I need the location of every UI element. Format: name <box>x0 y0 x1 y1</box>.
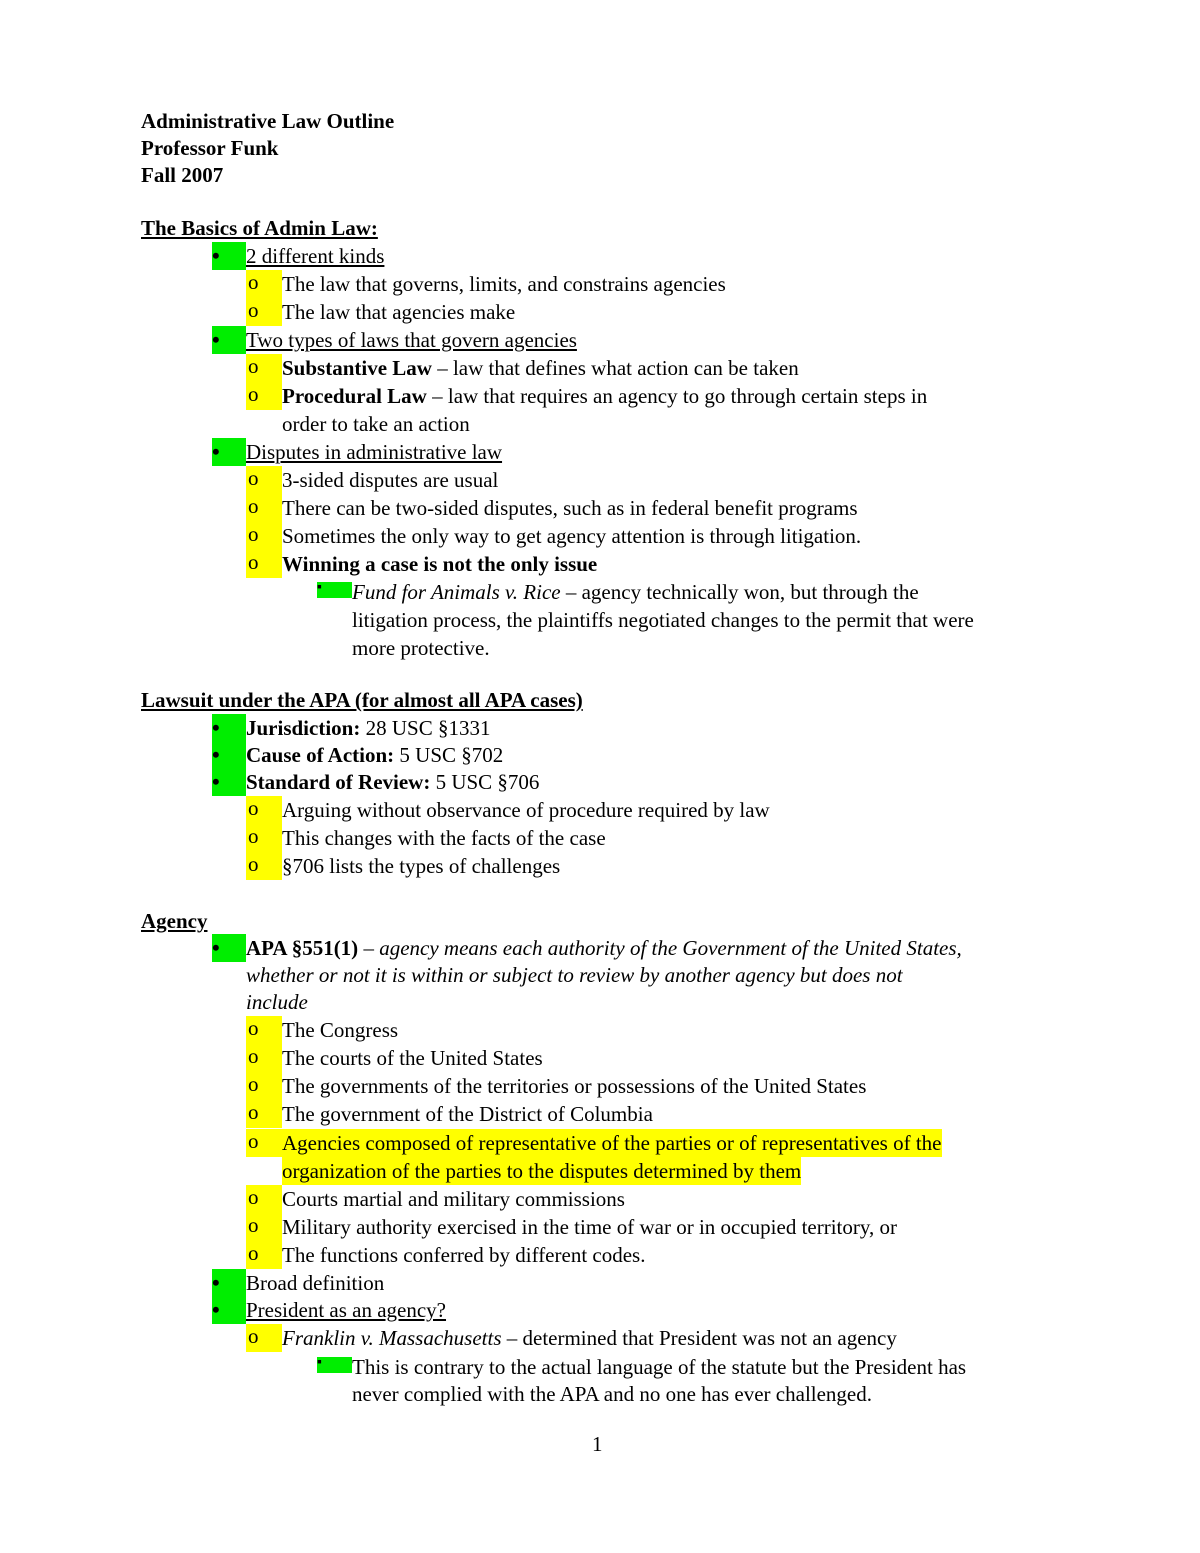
list-item-text-highlighted: Agencies composed of representative of the parties or of representatives of the <box>282 1131 942 1155</box>
list-item-text <box>246 768 539 796</box>
sub-bullet-icon <box>246 1072 282 1100</box>
term-label: APA §551(1) <box>246 936 359 960</box>
sub-bullet-icon <box>246 796 282 824</box>
list-item-text: Two types of laws that govern agencies <box>246 328 577 352</box>
list-item-continuation: more protective. <box>352 636 490 660</box>
list-item-continuation: litigation process, the plaintiffs negotiated changes to the permit that were <box>352 608 974 632</box>
term-label: Standard of Review: <box>246 770 431 794</box>
term-label: Procedural Law <box>282 384 427 408</box>
term-definition: 5 USC §702 <box>394 743 504 767</box>
sub-bullet-icon <box>246 494 282 522</box>
bullet-icon <box>212 1296 246 1324</box>
list-item-continuation: include <box>246 990 308 1014</box>
list-item-text <box>352 578 919 606</box>
term-label: Jurisdiction: <box>246 716 361 740</box>
bullet-icon <box>212 1269 246 1297</box>
bullet-icon <box>212 741 246 769</box>
list-item-text: The governments of the territories or possessions of the United States <box>282 1074 867 1098</box>
list-item-continuation: never complied with the APA and no one has ever challenged. <box>352 1382 873 1406</box>
sub-bullet-icon <box>246 1100 282 1128</box>
sub-bullet-icon <box>246 466 282 494</box>
page-number: 1 <box>592 1432 603 1456</box>
sub-bullet-icon <box>246 1185 282 1213</box>
list-item-text: The law that governs, limits, and constrains agencies <box>282 272 726 296</box>
sub-bullet-icon <box>246 354 282 382</box>
term: Fall 2007 <box>141 163 224 187</box>
sub-bullet-icon <box>246 852 282 880</box>
term-definition: – agency means each authority of the Government of the United States, <box>358 936 962 960</box>
term-definition: 28 USC §1331 <box>360 716 491 740</box>
list-item-text <box>246 934 962 962</box>
sub-bullet-icon <box>246 824 282 852</box>
document-header <box>141 108 394 189</box>
professor-name: Professor Funk <box>141 136 279 160</box>
list-item-text: The functions conferred by different codes. <box>282 1243 646 1267</box>
sub-bullet-icon <box>246 1016 282 1044</box>
bullet-icon <box>212 714 246 742</box>
sub-bullet-icon <box>246 1324 282 1352</box>
case-description: – determined that President was not an agency <box>501 1326 897 1350</box>
case-description: – agency technically won, but through the <box>560 580 919 604</box>
section-title-lawsuit: Lawsuit under the APA (for almost all APA cases) <box>141 688 583 712</box>
sub-bullet-icon <box>246 550 282 578</box>
list-item-text: Courts martial and military commissions <box>282 1187 625 1211</box>
sub-bullet-icon <box>246 382 282 410</box>
list-item-text: The courts of the United States <box>282 1046 543 1070</box>
list-item-text: 2 different kinds <box>246 244 385 268</box>
sub-bullet-icon <box>246 1213 282 1241</box>
section-title-basics: The Basics of Admin Law: <box>141 216 378 240</box>
bullet-icon <box>212 242 246 270</box>
term-definition: 5 USC §706 <box>430 770 540 794</box>
square-bullet-icon <box>317 582 352 598</box>
sub-bullet-icon <box>246 1129 282 1157</box>
list-item-continuation-highlighted: organization of the parties to the disputes determined by them <box>282 1159 802 1183</box>
list-item-text <box>282 382 927 410</box>
list-item-text: President as an agency? <box>246 1298 447 1322</box>
list-item-text <box>246 714 490 742</box>
term-label: Cause of Action: <box>246 743 395 767</box>
list-item-text <box>246 741 503 769</box>
list-item-text: Sometimes the only way to get agency attention is through litigation. <box>282 524 862 548</box>
term-definition: – law that defines what action can be taken <box>431 356 799 380</box>
sub-bullet-icon <box>246 270 282 298</box>
sub-bullet-icon <box>246 522 282 550</box>
list-item-text: Arguing without observance of procedure required by law <box>282 798 770 822</box>
bullet-icon <box>212 438 246 466</box>
list-item-text <box>282 1324 897 1352</box>
list-item-text: This changes with the facts of the case <box>282 826 606 850</box>
list-item-text: §706 lists the types of challenges <box>282 854 561 878</box>
case-name: Franklin v. Massachusetts <box>282 1326 502 1350</box>
list-item-text: There can be two-sided disputes, such as in federal benefit programs <box>282 496 858 520</box>
square-bullet-icon <box>317 1357 352 1373</box>
term-definition: – law that requires an agency to go through certain steps in <box>426 384 928 408</box>
case-name: Fund for Animals v. Rice <box>352 580 561 604</box>
list-item-text: Military authority exercised in the time of war or in occupied territory, or <box>282 1215 898 1239</box>
list-item-text: The law that agencies make <box>282 300 516 324</box>
list-item-text: The Congress <box>282 1018 399 1042</box>
section-title-agency: Agency <box>141 909 208 933</box>
list-item-text: 3-sided disputes are usual <box>282 468 499 492</box>
list-item-text: This is contrary to the actual language of the statute but the President has <box>352 1355 967 1379</box>
list-item-text <box>282 354 799 382</box>
list-item-text: Disputes in administrative law <box>246 440 503 464</box>
bullet-icon <box>212 934 246 962</box>
sub-bullet-icon <box>246 1241 282 1269</box>
list-item-continuation: order to take an action <box>282 412 470 436</box>
sub-bullet-icon <box>246 298 282 326</box>
bullet-icon <box>212 768 246 796</box>
list-item-text: Broad definition <box>246 1271 385 1295</box>
sub-bullet-icon <box>246 1044 282 1072</box>
list-item-continuation: whether or not it is within or subject to review by another agency but does not <box>246 963 903 987</box>
list-item-text: The government of the District of Columbia <box>282 1102 653 1126</box>
bullet-icon <box>212 326 246 354</box>
list-item-text: Winning a case is not the only issue <box>282 552 598 576</box>
document-title: Administrative Law Outline <box>141 109 395 133</box>
term-label: Substantive Law <box>282 356 432 380</box>
